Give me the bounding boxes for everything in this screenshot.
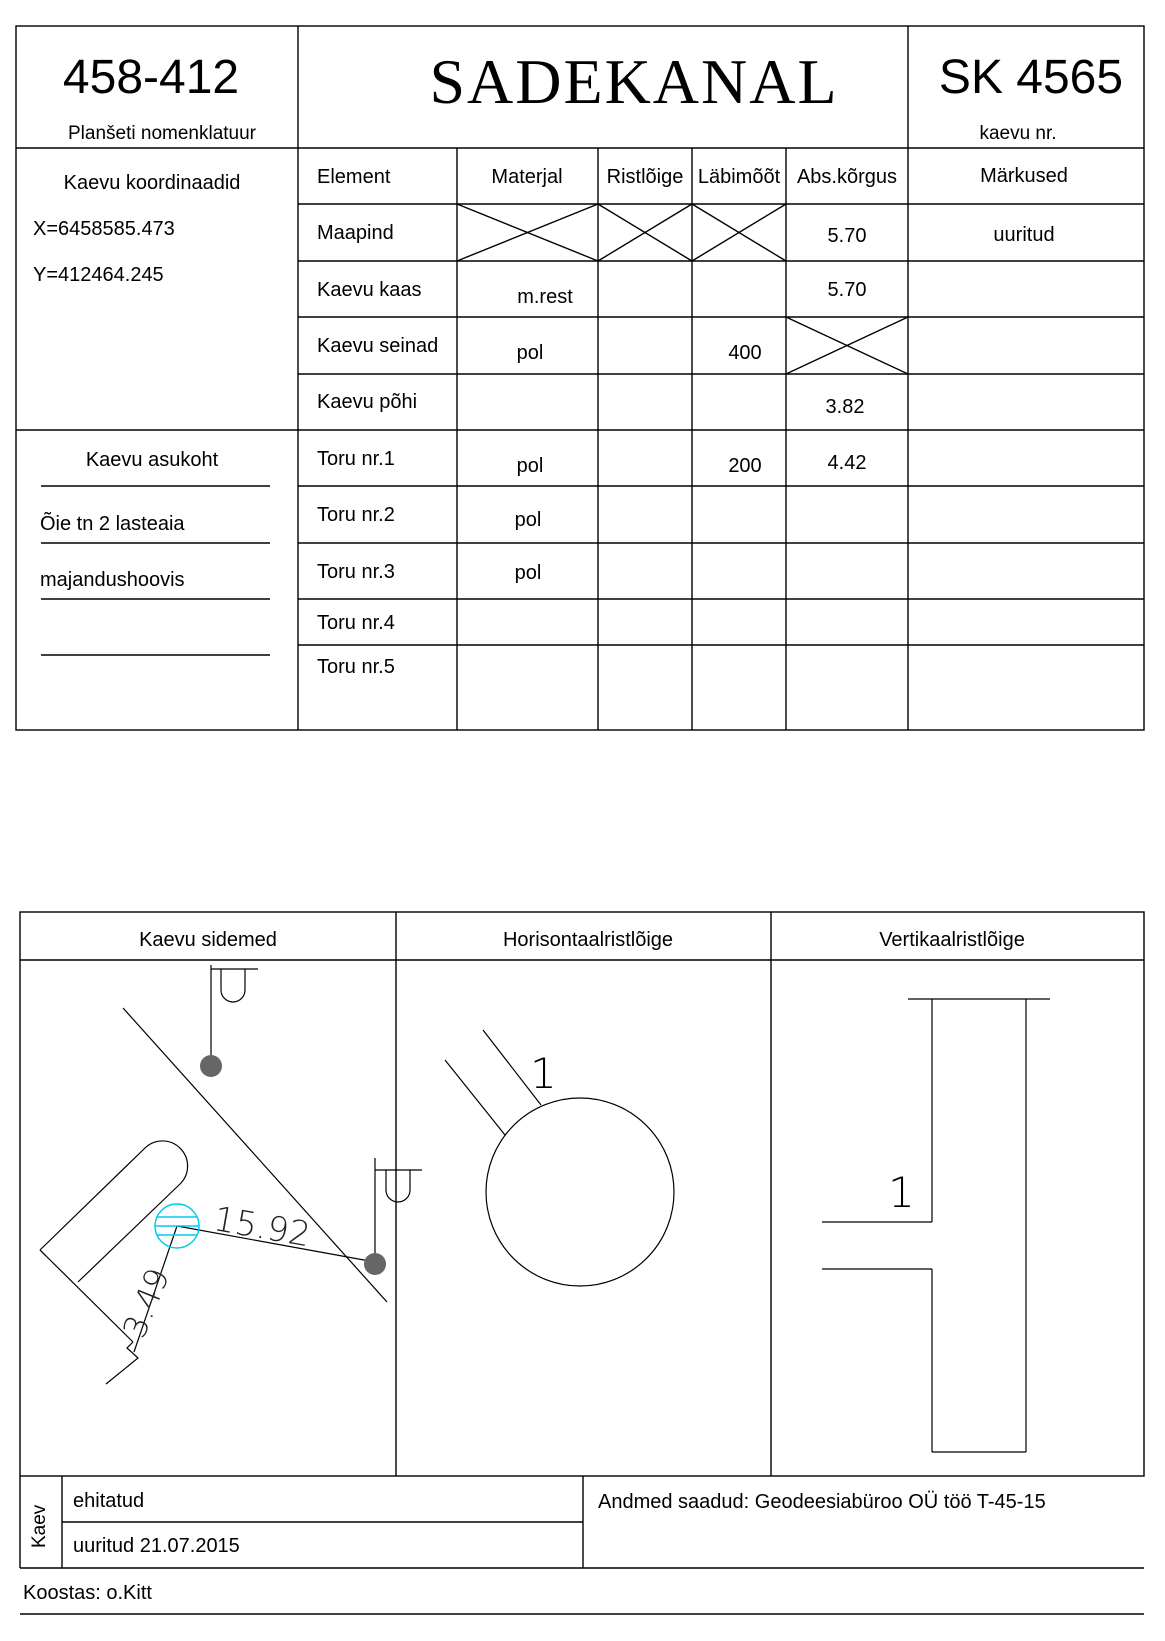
location-label: Kaevu asukoht — [85, 449, 219, 471]
column-header-materjal: Materjal — [491, 166, 563, 188]
column-header-labimoot: Läbimõõt — [697, 166, 781, 188]
table-cell-abs: 5.70 — [827, 225, 867, 247]
horizontal-title: Horisontaalristlõige — [502, 929, 674, 951]
table-cell-element: Kaevu põhi — [317, 391, 418, 413]
page-title: SADEKANAL — [429, 46, 839, 117]
location-line-1: Õie tn 2 lasteaia — [40, 513, 185, 535]
table-cell-abs: 5.70 — [827, 279, 867, 301]
well-number-label: kaevu nr. — [979, 123, 1057, 144]
table-cell-materjal: pol — [514, 509, 542, 531]
table-cell-element: Kaevu kaas — [317, 279, 422, 301]
horizontal-section — [445, 1030, 674, 1286]
well-number-value: SK 4565 — [938, 51, 1124, 104]
column-header-abs: Abs.kõrgus — [796, 166, 898, 188]
table-cell-markused: uuritud — [993, 224, 1055, 246]
coordinate-x: X=6458585.473 — [33, 218, 175, 240]
table-cell-element: Toru nr.2 — [317, 504, 395, 526]
coordinate-y: Y=412464.245 — [33, 264, 164, 286]
table-cell-abs: 3.82 — [825, 396, 865, 418]
table-cell-element: Toru nr.5 — [317, 656, 395, 678]
table-cell-abs: 4.42 — [827, 452, 867, 474]
dimension-label-a: 15.92 — [210, 1199, 314, 1256]
pipe-label-horizontal: 1 — [530, 1049, 557, 1098]
table-cell-element: Toru nr.4 — [317, 612, 395, 634]
table-cell-labimoot: 200 — [728, 455, 762, 477]
footer-surveyed: uuritud 21.07.2015 — [73, 1535, 240, 1557]
column-header-ristloige: Ristlõige — [606, 166, 684, 188]
column-header-markused: Märkused — [980, 165, 1068, 187]
table-cell-materjal: pol — [516, 455, 544, 477]
dimension-label-b: 3.49 — [115, 1262, 178, 1344]
table-cell-materjal: pol — [514, 562, 542, 584]
column-header-element: Element — [317, 166, 391, 188]
footer-source: Andmed saadud: Geodeesiabüroo OÜ töö T-45-15 — [598, 1491, 1046, 1513]
nomenclature-label: Planšeti nomenklatuur — [68, 123, 256, 144]
footer-author: Koostas: o.Kitt — [23, 1582, 152, 1604]
table-cell-element: Toru nr.1 — [317, 448, 395, 470]
table-cell-element: Kaevu seinad — [317, 335, 439, 357]
marker-dot-upper — [200, 1055, 222, 1077]
table-cell-labimoot: 400 — [728, 342, 762, 364]
table-cell-element: Maapind — [317, 222, 394, 244]
vertical-title: Vertikaalristlõige — [879, 929, 1025, 951]
nomenclature-value: 458-412 — [62, 51, 240, 104]
location-line-2: majandushoovis — [40, 569, 185, 591]
marker-dot-right — [364, 1253, 386, 1275]
table-cell-element: Toru nr.3 — [317, 561, 395, 583]
sidemed-sketch — [40, 965, 422, 1384]
vertical-section — [822, 999, 1050, 1452]
pipe-label-vertical: 1 — [888, 1168, 915, 1217]
footer-side-label: Kaev — [29, 1504, 50, 1548]
sidemed-title: Kaevu sidemed — [139, 929, 277, 951]
table-cell-materjal: pol — [516, 342, 544, 364]
table-cell-materjal: m.rest — [517, 286, 573, 308]
footer-built: ehitatud — [73, 1490, 145, 1512]
coordinates-label: Kaevu koordinaadid — [63, 172, 241, 194]
well-symbol — [155, 1204, 199, 1248]
